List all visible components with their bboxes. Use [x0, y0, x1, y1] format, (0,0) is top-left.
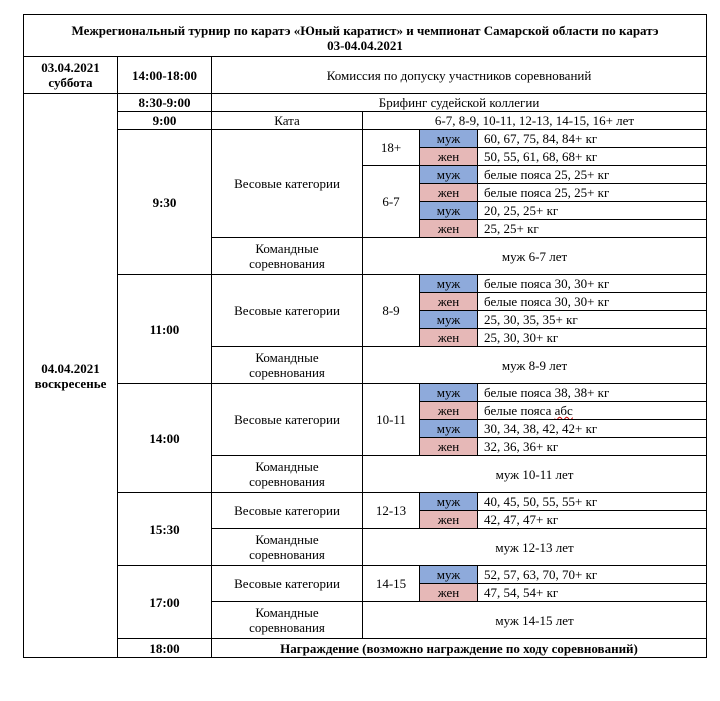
category-row: [24, 493, 707, 511]
weight-classes: 47, 54, 54+ кг: [478, 584, 707, 602]
weight-classes: белые пояса абс: [478, 402, 707, 420]
team-competition-label: Командные соревнования: [212, 238, 363, 275]
gender-male: муж: [420, 384, 478, 402]
team-competition-label: Командные соревнования: [212, 602, 363, 639]
team-competition-value: муж 12-13 лет: [363, 529, 707, 566]
weight-classes: белые пояса 38, 38+ кг: [478, 384, 707, 402]
awards-row: [24, 639, 707, 658]
kata-row: [24, 112, 707, 130]
weight-classes: 40, 45, 50, 55, 55+ кг: [478, 493, 707, 511]
age-group: 18+: [363, 130, 420, 166]
weight-classes: 25, 25+ кг: [478, 220, 707, 238]
title-row: [24, 15, 707, 57]
gender-male: муж: [420, 420, 478, 438]
block-time: 17:00: [118, 566, 212, 639]
weight-classes: белые пояса 30, 30+ кг: [478, 275, 707, 293]
day1-time: 14:00-18:00: [118, 57, 212, 94]
age-group: 12-13: [363, 493, 420, 529]
weight-categories-label: Весовые категории: [212, 384, 363, 456]
weight-classes: 50, 55, 61, 68, 68+ кг: [478, 148, 707, 166]
briefing-time: 8:30-9:00: [118, 94, 212, 112]
weight-categories-label: Весовые категории: [212, 275, 363, 347]
gender-male: муж: [420, 130, 478, 148]
schedule-table: [23, 14, 707, 658]
day1-row: [24, 57, 707, 94]
weight-classes: 25, 30, 30+ кг: [478, 329, 707, 347]
gender-male: муж: [420, 493, 478, 511]
gender-female: жен: [420, 438, 478, 456]
briefing-label: Брифинг судейской коллегии: [212, 94, 707, 112]
gender-male: муж: [420, 311, 478, 329]
age-group: 10-11: [363, 384, 420, 456]
weight-classes: белые пояса 30, 30+ кг: [478, 293, 707, 311]
category-row: [24, 384, 707, 402]
awards-time: 18:00: [118, 639, 212, 658]
weight-classes: 30, 34, 38, 42, 42+ кг: [478, 420, 707, 438]
title-line-2: 03-04.04.2021: [327, 37, 403, 53]
gender-male: муж: [420, 275, 478, 293]
weight-categories-label: Весовые категории: [212, 493, 363, 529]
gender-female: жен: [420, 511, 478, 529]
day2-date: 04.04.2021 воскресенье: [24, 94, 118, 658]
gender-female: жен: [420, 584, 478, 602]
gender-female: жен: [420, 184, 478, 202]
gender-female: жен: [420, 329, 478, 347]
kata-ages: 6-7, 8-9, 10-11, 12-13, 14-15, 16+ лет: [363, 112, 707, 130]
gender-male: муж: [420, 202, 478, 220]
team-competition-value: муж 14-15 лет: [363, 602, 707, 639]
gender-male: муж: [420, 166, 478, 184]
block-time: 15:30: [118, 493, 212, 566]
kata-time: 9:00: [118, 112, 212, 130]
gender-female: жен: [420, 148, 478, 166]
kata-label: Ката: [212, 112, 363, 130]
briefing-row: [24, 94, 707, 112]
title-line-1: Межрегиональный турнир по каратэ «Юный каратист» и чемпионат Самарской области по каратэ: [71, 22, 659, 38]
team-competition-label: Командные соревнования: [212, 456, 363, 493]
gender-female: жен: [420, 402, 478, 420]
category-row: [24, 130, 707, 148]
page-title: [24, 15, 707, 57]
weight-classes: белые пояса 25, 25+ кг: [478, 166, 707, 184]
team-competition-label: Командные соревнования: [212, 529, 363, 566]
team-competition-value: муж 10-11 лет: [363, 456, 707, 493]
gender-female: жен: [420, 293, 478, 311]
team-competition-label: Командные соревнования: [212, 347, 363, 384]
weight-classes: 52, 57, 63, 70, 70+ кг: [478, 566, 707, 584]
gender-male: муж: [420, 566, 478, 584]
gender-female: жен: [420, 220, 478, 238]
day1-date: 03.04.2021 суббота: [24, 57, 118, 94]
age-group: 6-7: [363, 166, 420, 238]
weight-classes: 60, 67, 75, 84, 84+ кг: [478, 130, 707, 148]
block-time: 11:00: [118, 275, 212, 384]
weight-classes: 32, 36, 36+ кг: [478, 438, 707, 456]
age-group: 14-15: [363, 566, 420, 602]
team-competition-value: муж 6-7 лет: [363, 238, 707, 275]
weight-categories-label: Весовые категории: [212, 566, 363, 602]
category-row: [24, 566, 707, 584]
weight-classes: 25, 30, 35, 35+ кг: [478, 311, 707, 329]
awards-label: Награждение (возможно награждение по ходу соревнований): [212, 639, 707, 658]
weight-categories-label: Весовые категории: [212, 130, 363, 238]
day1-event: Комиссия по допуску участников соревнований: [212, 57, 707, 94]
weight-classes: 42, 47, 47+ кг: [478, 511, 707, 529]
age-group: 8-9: [363, 275, 420, 347]
weight-classes: 20, 25, 25+ кг: [478, 202, 707, 220]
team-competition-value: муж 8-9 лет: [363, 347, 707, 384]
block-time: 9:30: [118, 130, 212, 275]
category-row: [24, 275, 707, 293]
weight-classes: белые пояса 25, 25+ кг: [478, 184, 707, 202]
block-time: 14:00: [118, 384, 212, 493]
